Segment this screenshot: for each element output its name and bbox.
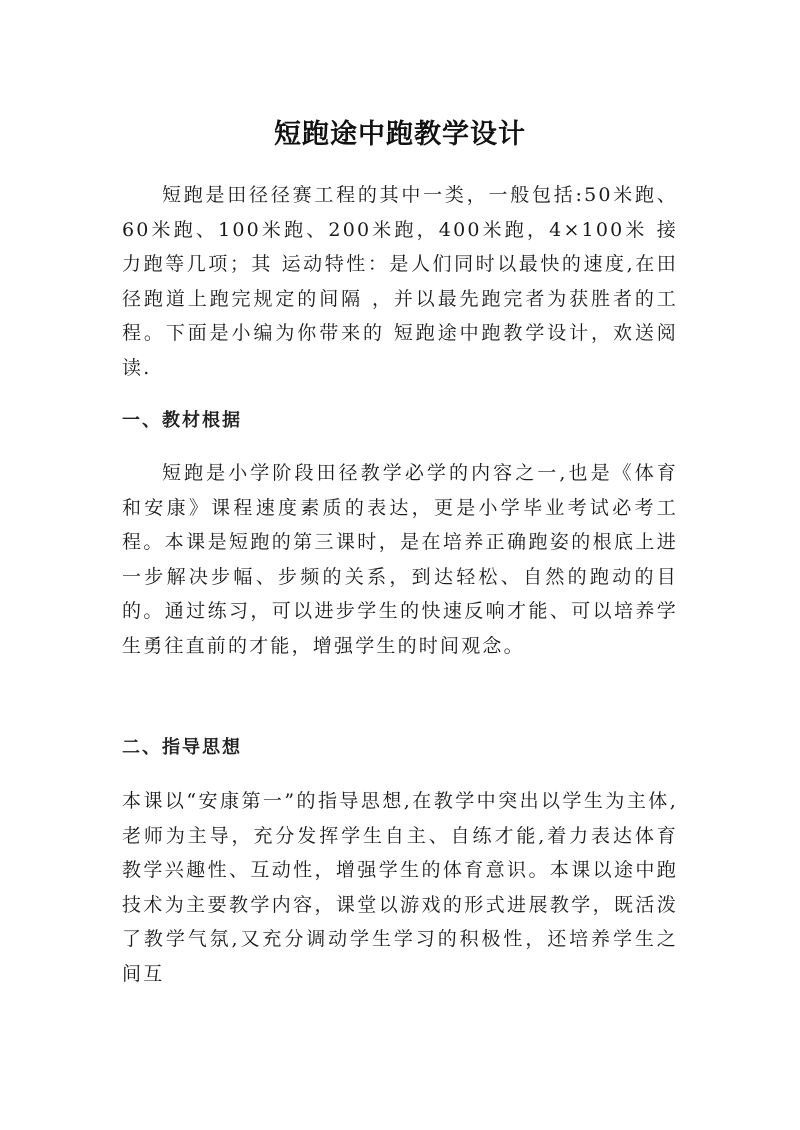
intro-paragraph: 短跑是田径径赛工程的其中一类，一般包括:50米跑、60米跑、100米跑、200米跑，400米跑，4×100米 接力跑等几项；其 运动特性：是人们同时以最快的速度,在田径跑道上跑完规定的间隔 ，并以最先跑完者为获胜者的工程。下面是小编为你带来的 短跑途中跑教学设计，欢送阅读. xyxy=(122,184,678,379)
document-title: 短跑途中跑教学设计 xyxy=(274,119,526,150)
section-body-guiding-ideology: 本课以“安康第一”的指导思想,在教学中突出以学生为主体,老师为主导，充分发挥学生自主、自练才能,着力表达体育教学兴趣性、互动性，增强学生的体育意识。本课以途中跑技术为主要教学内容，课堂以游戏的形式进展教学，既活泼了教学气氛,又充分调动学生学习的积极性，还培养学生之间互 xyxy=(122,790,678,985)
section-heading-guiding-ideology: 二、指导思想 xyxy=(122,737,242,758)
section-heading-teaching-basis: 一、教材根据 xyxy=(122,410,242,431)
section-body-teaching-basis: 短跑是小学阶段田径教学必学的内容之一,也是《体育和安康》课程速度素质的表达，更是小学毕业考试必考工程。本课是短跑的第三课时，是在培养正确跑姿的根底上进一步解决步幅、步频的关系，到达轻松、自然的跑动的目的。通过练习，可以进步学生的快速反响才能、可以培养学生勇往直前的才能，增强学生的时间观念。 xyxy=(122,462,678,657)
